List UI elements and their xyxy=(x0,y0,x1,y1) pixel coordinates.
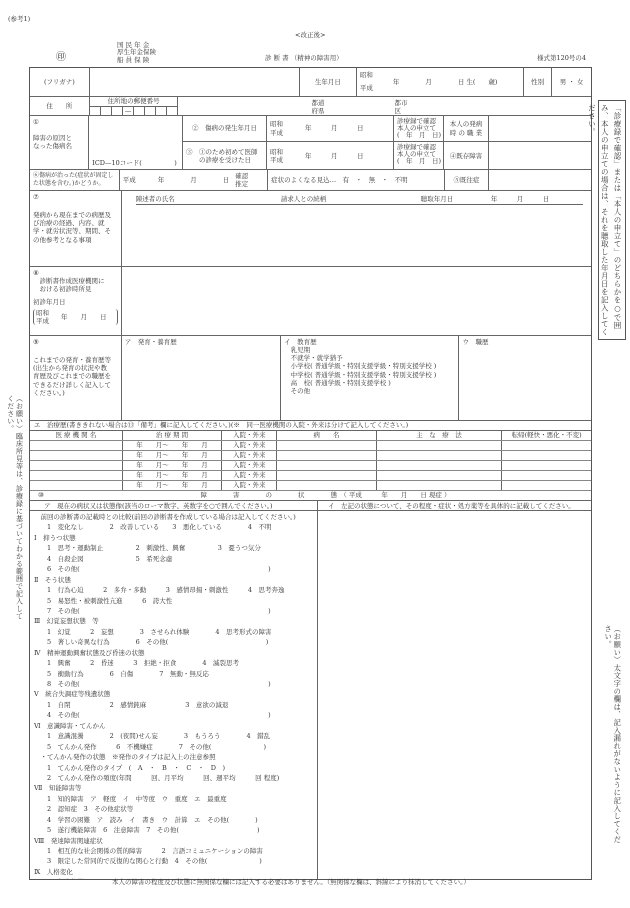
left-note: （お願い）臨床所見等は、診療録に基づいてわかる範囲で記入してください。 xyxy=(6,395,24,620)
cured-confirm[interactable]: 確認 推定 xyxy=(235,171,249,188)
right-bottom-note: （お願い）太文字の欄は、記入漏れがないように記入してください。 xyxy=(604,625,623,844)
state-line[interactable]: Ⅱ そう状態 xyxy=(34,575,71,584)
state-line[interactable]: 5 遂行機能障害 6 注意障害 7 その他( ) xyxy=(34,826,260,835)
name-row xyxy=(30,68,591,97)
treatment-cell[interactable] xyxy=(377,461,503,470)
past-history-field[interactable] xyxy=(489,170,591,190)
insurance-type: 国 民 年 金 xyxy=(117,41,150,49)
first-visit-label: ③ ①のため初めて医師 の診療を受けた日 xyxy=(183,142,267,170)
career-field[interactable]: ウ 職歴 xyxy=(462,338,489,346)
state-line[interactable]: 1 行為心迫 2 多弁・多動 3 感情昂揚・刺激性 4 思考奔逸 xyxy=(34,586,285,595)
existing-disability-field[interactable] xyxy=(489,142,591,170)
state-line[interactable]: 5 衝動行為 6 自傷 7 無動・無反応 xyxy=(34,669,209,678)
treatment-cell[interactable] xyxy=(377,481,503,490)
treatment-cell[interactable] xyxy=(277,471,377,480)
development-label: ⑨ これまでの発育・養育歴等 (出生から発育の状況や教 育歴及びこれまでの職歴を できるだけ詳しく記入して ください。) xyxy=(30,336,122,420)
sex-options[interactable]: 男 ・ 女 xyxy=(559,77,584,86)
treatment-column-header: 転帰(軽快・悪化・不変) xyxy=(511,431,582,440)
state-line[interactable]: 4 自殺企図 5 希死念慮 xyxy=(34,554,173,563)
treatment-cell[interactable] xyxy=(277,461,377,470)
state-line[interactable]: 1 意識混濁 2 (夜間)せん妄 3 もうろう 4 錯乱 xyxy=(34,732,271,741)
cured-row xyxy=(30,170,591,191)
address-row xyxy=(30,97,591,116)
treatment-cell[interactable]: 入院・外来 xyxy=(222,471,277,480)
treatment-row xyxy=(30,471,591,481)
history-label: ⑦ 発病から現在までの病歴及 び治療の経過、内容、就 学・就労状況等、期間、そ の他参考となる事項 xyxy=(30,191,122,266)
state-line[interactable]: 1 幻覚 2 妄想 3 させられ体験 4 思考形式の障害 xyxy=(34,627,272,636)
state-line[interactable]: Ⅳ 精神運動興奮状態及び昏迷の状態 xyxy=(34,648,145,657)
existing-disability-label: ④既存障害 xyxy=(444,142,489,170)
footer-note: 本人の障害の程度及び状態に無関係な欄には記入する必要はありません。（無関係な欄は、斜線により抹消してください。） xyxy=(112,878,470,886)
disease-label: ① 障害の原因と なった傷病名 xyxy=(30,116,89,169)
treatment-cell[interactable]: 年 月～ 年 月 xyxy=(123,481,223,490)
initial-findings-field[interactable] xyxy=(122,267,591,335)
state-line[interactable]: 4 その他( ) xyxy=(34,711,271,720)
treatment-cell[interactable] xyxy=(30,451,123,460)
development-row xyxy=(30,336,591,421)
address-label: 住 所 xyxy=(30,97,90,115)
state-line[interactable]: Ⅵ 意識障害・てんかん xyxy=(34,721,106,730)
state-list[interactable] xyxy=(30,511,318,879)
history-field[interactable] xyxy=(122,191,591,266)
state-line[interactable]: Ⅲ 幻覚妄想状態 等 xyxy=(34,617,99,626)
reference-label: (参考1) xyxy=(8,15,31,23)
treatment-cell[interactable] xyxy=(30,441,123,450)
initial-findings-label: ⑧ 診断書作成医療機関に おける初診時所見 初診年月日 昭和 平成 年 月 日 xyxy=(30,267,122,335)
initial-findings-row xyxy=(30,267,591,336)
treatment-cell[interactable] xyxy=(30,461,123,470)
treatment-cell[interactable] xyxy=(277,441,377,450)
state-line[interactable]: Ⅴ 統合失調症等残遺状態 xyxy=(34,690,111,699)
history-row xyxy=(30,191,591,267)
first-visit-field[interactable]: 昭和 平成 年 月 日 xyxy=(267,142,394,170)
state-line[interactable]: 6 その他( ) xyxy=(34,565,271,574)
treatment-cell[interactable] xyxy=(502,461,591,470)
treatment-cell[interactable]: 年 月～ 年 月 xyxy=(123,461,223,470)
state-line[interactable]: 5 著しい奇異な行為 6 その他( ) xyxy=(34,638,269,647)
treatment-header-row xyxy=(30,431,591,441)
job-label: 本人の発病 時 の 職 業 xyxy=(444,116,489,141)
birthdate-label: 生年月日 xyxy=(300,68,357,96)
first-visit-confirm[interactable]: 診療録で確認 本人の申立て ( 年 月 日) xyxy=(394,142,444,170)
relation-label: 請求人との続柄 xyxy=(280,195,327,203)
treatment-cell[interactable] xyxy=(502,441,591,450)
state-line[interactable]: 5 易怒性・被刺激性亢進 6 誇大性 xyxy=(34,596,173,605)
treatment-cell[interactable] xyxy=(502,481,591,490)
prospect-field[interactable]: 症状のよくなる見込… 有 ・ 無 ・ 不明 xyxy=(268,170,444,190)
state-line[interactable]: 1 てんかん発作のタイプ ( A ・ B ・ C ・ D ) xyxy=(34,763,226,772)
narrator-label: 陳述者の氏名 xyxy=(135,195,175,203)
state-line[interactable]: 5 てんかん発作 6 不機嫌症 7 その他( ) xyxy=(34,742,266,751)
revised-label: <改正後> xyxy=(295,31,326,39)
condition-header-row xyxy=(30,501,591,511)
sex-label: 性別 xyxy=(524,68,552,96)
city-label: 都市 区 xyxy=(394,99,408,115)
heard-date-label: 聴取年月日 xyxy=(420,195,454,203)
insurance-type: 船 員 保 険 xyxy=(117,55,150,64)
job-field[interactable] xyxy=(489,116,591,141)
cured-date-field[interactable]: 平成 年 月 日 確認 推定 xyxy=(120,170,268,190)
treatment-column-header: 主 な 療 法 xyxy=(377,431,503,440)
state-line[interactable]: 1 相互的な社会関係の質的障害 2 言語コミュニケーションの障害 xyxy=(34,847,263,855)
treatment-column-header: 治 療 期 間 xyxy=(123,431,223,440)
treatment-cell[interactable]: 入院・外来 xyxy=(222,451,277,460)
name-label: (フリガナ) xyxy=(30,68,90,96)
state-line[interactable]: Ⅷ 発達障害関連症状 xyxy=(34,836,103,845)
state-line[interactable]: 1 興奮 2 昏迷 3 拒絶・拒食 4 滅裂思考 xyxy=(34,659,240,668)
state-line[interactable]: 4 学習の困難 ア 読み イ 書き ウ 計算 エ その他( ) xyxy=(34,815,258,824)
treatment-cell[interactable] xyxy=(277,451,377,460)
onset-date-label: ② 傷病の発生年月日 xyxy=(183,116,267,141)
insurance-type: 厚生年金保険 xyxy=(117,48,156,57)
treatment-cell[interactable]: 入院・外来 xyxy=(222,481,277,490)
treatment-cell[interactable]: 入院・外来 xyxy=(222,441,277,450)
treatment-table xyxy=(30,431,591,491)
state-line[interactable]: 前回の診断書の記載時との比較(前回の診断書を作成している場合は記入してください。) xyxy=(34,513,296,521)
postal-label: 住所地の郵便番号 xyxy=(107,97,160,106)
state-line[interactable]: 8 その他( ) xyxy=(34,680,271,688)
treatment-cell[interactable] xyxy=(277,481,377,490)
condition-body xyxy=(30,511,591,879)
document-title: 診 断 書 （精神の障害用） xyxy=(265,54,343,62)
state-line[interactable]: 1 知的障害 ア 軽度 イ 中等度 ウ 重度 エ 最重度 xyxy=(34,794,227,803)
icd10-code[interactable]: ICD—10コード( ) xyxy=(92,158,177,167)
education-field[interactable]: イ 教育歴 乳児期 不就学・就学猶予 小学校( 普通学級・特別支援学級・特別支援学校 ) 中学校( 普通学級・特別支援学級・特別支援学校 ) 高 校( 普通学級・特別支援学校 ) その他 xyxy=(281,336,459,420)
treatment-cell[interactable] xyxy=(502,451,591,460)
upbringing-field[interactable]: ア 発育・養育歴 xyxy=(122,336,281,420)
condition-title-row xyxy=(30,491,591,501)
treatment-column-header: 医 療 機 関 名 xyxy=(30,431,123,440)
right-top-note: 「診療録で確認」または「本人の申立て」のどちらかを○で囲み、本人の申立ての場合は、それを聴取した年月日を記入してください。 xyxy=(598,100,626,340)
state-line[interactable]: 1 思考・運動制止 2 刺激性、興奮 3 憂うつ気分 xyxy=(34,544,261,553)
treatment-cell[interactable] xyxy=(377,441,503,450)
condition-title: 障 害 の 状 態 （ 平成 年 月 日 現症 ） xyxy=(200,491,451,500)
treatment-cell[interactable]: 年 月～ 年 月 xyxy=(123,441,223,450)
treatment-column-header: 病 名 xyxy=(277,431,377,440)
treatment-row xyxy=(30,481,591,491)
postal-dash: — xyxy=(123,107,134,115)
era-heisei[interactable]: 平成 xyxy=(359,84,373,92)
seal-mark: ㊞ xyxy=(56,52,66,63)
address-field[interactable] xyxy=(178,97,591,115)
condition-num: ⑩ xyxy=(38,491,44,500)
treatment-cell[interactable] xyxy=(30,481,123,490)
state-line[interactable]: Ⅸ 人格変化 xyxy=(34,867,73,876)
state-line[interactable]: 1 変化なし 2 改善している 3 悪化している 4 不明 xyxy=(34,523,272,532)
insurance-types xyxy=(117,42,156,64)
onset-date-field[interactable]: 昭和 平成 年 月 日 xyxy=(267,116,394,141)
treatment-cell[interactable] xyxy=(30,471,123,480)
form-number: 様式第120号の4 xyxy=(537,54,587,62)
state-line[interactable]: 1 自閉 2 感情鈍麻 3 意欲の減退 xyxy=(34,700,229,709)
prefecture-label: 都道 府県 xyxy=(311,99,325,115)
postal-code-field[interactable] xyxy=(90,97,179,115)
treatment-row xyxy=(30,441,591,451)
state-line[interactable]: 2 認知症 3 その他症状等 xyxy=(34,805,134,814)
birthdate-field[interactable] xyxy=(357,68,524,96)
onset-confirm[interactable]: 診療録で確認 本人の申立て ( 年 月 日) xyxy=(394,116,444,141)
detail-header: イ 左記の状態について、その程度・症状・処方薬等を具体的に記載してください。 xyxy=(327,502,575,510)
era-showa[interactable]: 昭和 xyxy=(359,71,373,79)
disease-field[interactable] xyxy=(89,116,183,169)
heard-date: 年 月 日 xyxy=(490,195,550,203)
treatment-row xyxy=(30,461,591,471)
diagnosis-form xyxy=(29,67,592,880)
treatment-cell[interactable]: 年 月～ 年 月 xyxy=(123,451,223,460)
detail-field[interactable] xyxy=(318,511,591,879)
treatment-title: エ 治療歴(書ききれない場合は⑬「備考」欄に記入してください。)(※ 同一医療機関の入院・外来は分けて記入してください。) xyxy=(30,421,591,431)
state-line[interactable]: 2 てんかん発作の頻度(年間 回、月平均 回、週平均 回 程度) xyxy=(34,773,280,782)
disease-row xyxy=(30,116,591,170)
state-line[interactable]: 7 その他( ) xyxy=(34,606,271,615)
name-field[interactable] xyxy=(90,68,300,96)
treatment-column-header: 入院・外来 xyxy=(222,431,277,440)
state-line[interactable]: ・てんかん発作の状態 ※発作のタイプは記入上の注意参照 xyxy=(34,753,216,762)
state-line[interactable]: Ⅰ 抑うつ状態 xyxy=(34,533,76,542)
past-history-label: ⑤既往症 xyxy=(445,170,490,190)
treatment-cell[interactable] xyxy=(377,451,503,460)
cured-label: ⑥傷病が治った(症状が固定し た状態を含む。)かどうか。 xyxy=(30,170,120,190)
treatment-cell[interactable]: 入院・外来 xyxy=(222,461,277,470)
treatment-cell[interactable] xyxy=(502,471,591,480)
state-line[interactable]: Ⅶ 知能障害等 xyxy=(34,784,82,793)
treatment-cell[interactable]: 年 月～ 年 月 xyxy=(123,471,223,480)
state-line[interactable]: 3 限定した常同的で反復的な関心と行動 4 その他( ) xyxy=(34,857,262,866)
birthdate-text: 年 月 日 生( 歳) xyxy=(392,77,498,86)
state-header: ア 現在の病状又は状態像(該当のローマ数字、英数字を○で囲んでください。) xyxy=(30,501,318,510)
treatment-cell[interactable] xyxy=(377,471,503,480)
treatment-row xyxy=(30,451,591,461)
